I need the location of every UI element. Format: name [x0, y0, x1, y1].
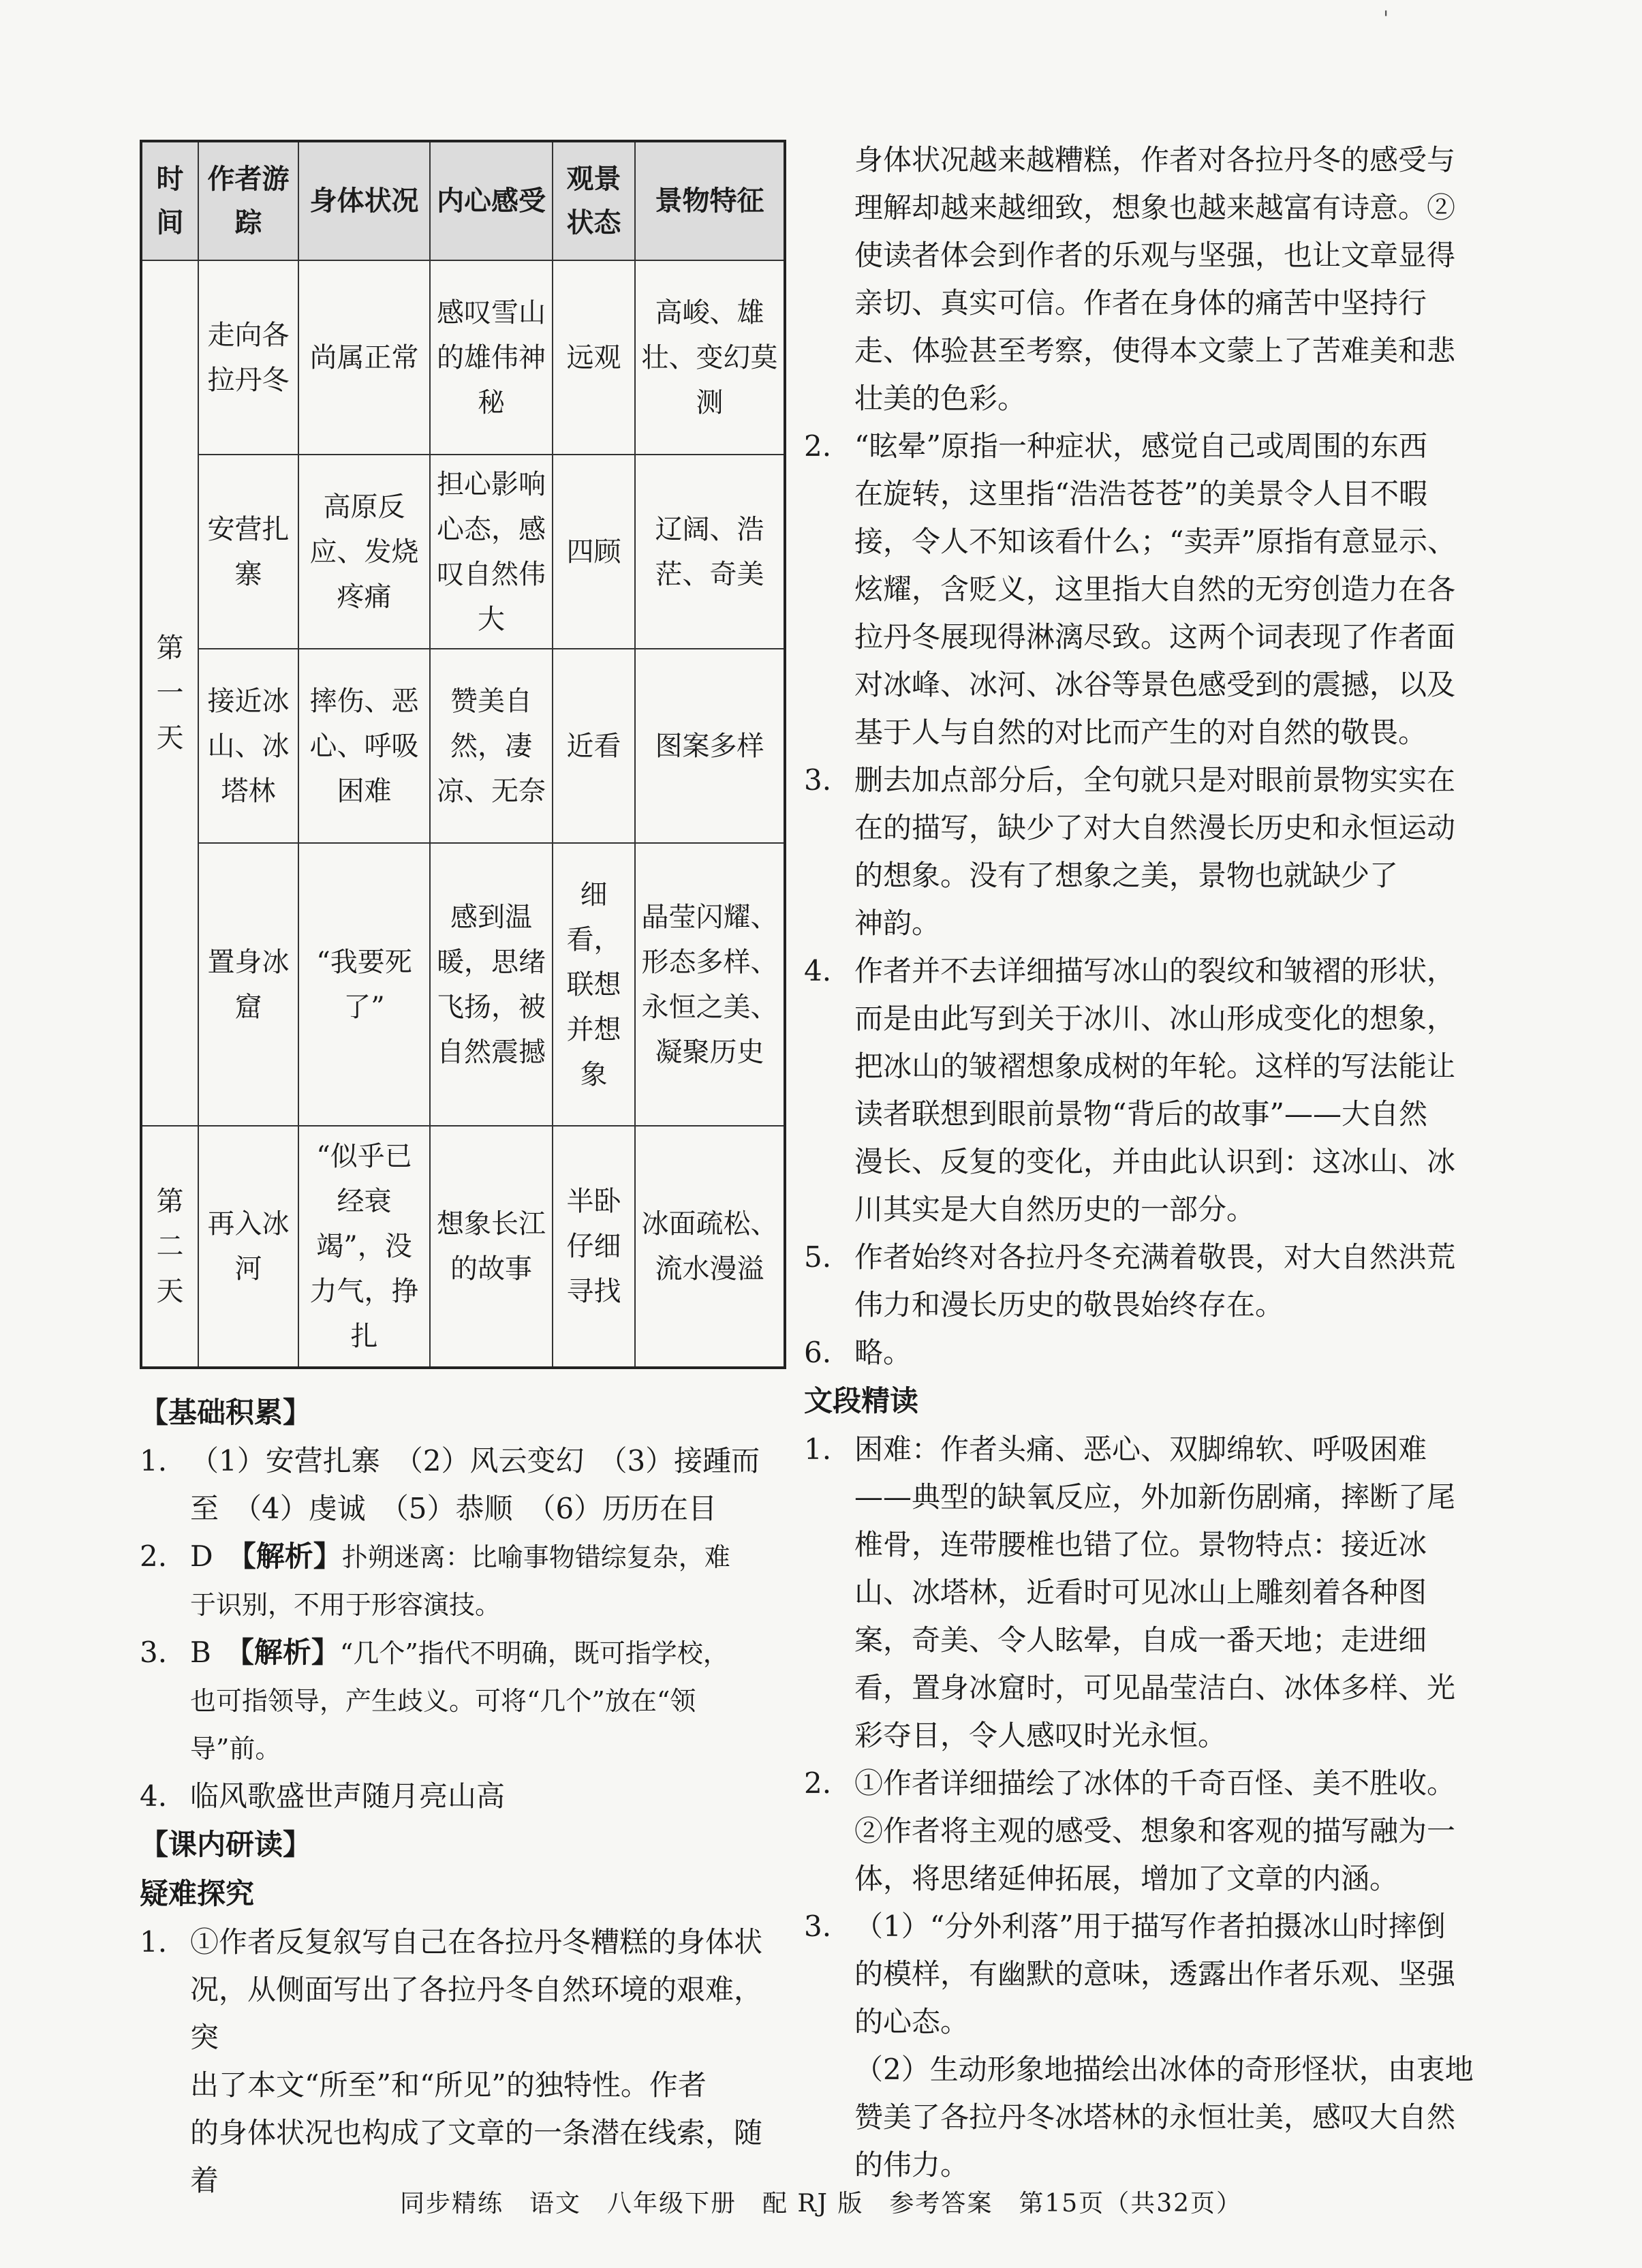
table-cell: 感叹雪山的雄伟神秘: [430, 260, 553, 455]
cont-line: 身体状况越来越糟糕，作者对各拉丹冬的感受与: [854, 143, 1456, 177]
answer-line: 的伟力。: [854, 2148, 970, 2181]
table-cell: 想象长江的故事: [430, 1126, 553, 1368]
cont-line: 壮美的色彩。: [854, 382, 1027, 415]
explore-q2: [804, 423, 1485, 756]
basic-q2: [140, 1533, 784, 1629]
table-cell: 晶莹闪耀、形态多样、永恒之美、凝聚历史: [635, 843, 785, 1126]
close-reading-q2: [804, 1760, 1485, 1903]
explore-q6: [804, 1329, 1485, 1377]
travel-table: [140, 140, 786, 1369]
answer-line: 而是由此写到关于冰川、冰山形成变化的想象，: [854, 1002, 1456, 1035]
table-cell: 安营扎寨: [198, 455, 298, 649]
header-time: 时间: [141, 141, 198, 260]
q3-analysis: “几个”指代不明确，既可指学校，: [339, 1638, 729, 1668]
analysis-label: 【解析】: [241, 1539, 342, 1573]
answer-line: 炫耀，含贬义，这里指大自然的无穷创造力在各: [854, 572, 1456, 606]
q4-answer: 临风歌盛世声随月亮山高: [190, 1779, 506, 1813]
answer-line: 伟力和漫长历史的敬畏始终存在。: [854, 1288, 1284, 1321]
table-cell: “似乎已经衰竭”，没力气，挣扎: [298, 1126, 430, 1368]
table-cell: 高峻、雄壮、变幻莫测: [635, 260, 785, 455]
q-number: 2.: [804, 1766, 832, 1800]
e1-line: 况，从侧面写出了各拉丹冬自然环境的艰难，突: [190, 1973, 763, 2054]
answer-line: 神韵。: [854, 906, 941, 940]
table-cell: 再入冰河: [198, 1126, 298, 1368]
table-cell: 图案多样: [635, 649, 785, 843]
corner-mark: ': [1383, 7, 1389, 31]
explore-q1-continued: [804, 136, 1485, 423]
header-feeling: 内心感受: [430, 141, 553, 260]
explore-q3: [804, 756, 1485, 947]
close-reading-q3: [804, 1903, 1485, 2189]
page-footer: 同步精练 语文 八年级下册 配 RJ 版 参考答案 第15页（共32页）: [399, 2190, 1243, 2218]
table-cell: 冰面疏松、流水漫溢: [635, 1126, 785, 1368]
explore-q4: [804, 947, 1485, 1233]
q-number: 1.: [140, 1444, 168, 1477]
answer-line: 赞美了各拉丹冬冰塔林的永恒壮美，感叹大自然: [854, 2100, 1456, 2134]
answer-line: 的想象。没有了想象之美，景物也就缺少了: [854, 859, 1399, 892]
day-cell: 第二天: [141, 1126, 198, 1368]
answer-line: “眩晕”原指一种症状，感觉自己或周围的东西: [854, 429, 1427, 463]
section-basic-title: 【基础积累】: [140, 1396, 312, 1429]
answer-line: 删去加点部分后，全句就只是对眼前景物实实在: [854, 763, 1456, 797]
table-cell: 感到温暖，思绪飞扬，被自然震撼: [430, 843, 553, 1126]
answer-line: 作者并不去详细描写冰山的裂纹和皱褶的形状，: [854, 954, 1456, 987]
answer-line: 椎骨，连带腰椎也错了位。景物特点：接近冰: [854, 1528, 1427, 1561]
answer-line: 的模样，有幽默的意味，透露出作者乐观、坚强: [854, 1957, 1456, 1991]
answer-line: 作者始终对各拉丹冬充满着敬畏，对大自然洪荒: [854, 1240, 1456, 1274]
q2-analysis-cont: 于识别，不用于形容演技。: [190, 1590, 501, 1620]
answer-line: 在的描写，缺少了对大自然漫长历史和永恒运动: [854, 811, 1456, 844]
answer-line: 案，奇美、令人眩晕，自成一番天地；走进细: [854, 1623, 1427, 1657]
table-cell: 半卧仔细寻找: [553, 1126, 635, 1368]
table-cell: 担心影响心态，感叹自然伟大: [430, 455, 553, 649]
table-cell: 高原反应、发烧疼痛: [298, 455, 430, 649]
explore-q1: [140, 1918, 784, 2205]
q3-answer: B: [190, 1636, 211, 1669]
answer-line: 把冰山的皱褶想象成树的年轮。这样的写法能让: [854, 1049, 1456, 1083]
cont-line: 使读者体会到作者的乐观与坚强，也让文章显得: [854, 239, 1456, 272]
answer-line: 山、冰塔林，近看时可见冰山上雕刻着各种图: [854, 1576, 1427, 1609]
answer-line: 困难：作者头痛、恶心、双脚绵软、呼吸困难: [854, 1432, 1427, 1466]
table-cell: 走向各拉丹冬: [198, 260, 298, 455]
table-cell: 摔伤、恶心、呼吸困难: [298, 649, 430, 843]
answer-line: 看，置身冰窟时，可见晶莹洁白、冰体多样、光: [854, 1671, 1456, 1704]
table-cell: 赞美自然，凄凉、无奈: [430, 649, 553, 843]
table-cell: 接近冰山、冰塔林: [198, 649, 298, 843]
section-reading-title: 【课内研读】: [140, 1828, 312, 1861]
table-cell: 近看: [553, 649, 635, 843]
q3-analysis-cont: 导”前。: [190, 1734, 281, 1764]
answer-line: 拉丹冬展现得淋漓尽致。这两个词表现了作者面: [854, 620, 1456, 654]
cont-line: 亲切、真实可信。作者在身体的痛苦中坚持行: [854, 286, 1427, 320]
q1-line: 至 （4）虔诚 （5）恭顺 （6）历历在目: [190, 1492, 717, 1525]
q3-analysis-cont: 也可指领导，产生歧义。可将“几个”放在“领: [190, 1686, 696, 1716]
close-reading-q1: [804, 1426, 1485, 1760]
q-number: 5.: [804, 1240, 832, 1274]
basic-q4: [140, 1773, 784, 1820]
q2-answer: D: [190, 1539, 213, 1573]
answer-line: 的心态。: [854, 2005, 970, 2038]
q-number: 2.: [804, 429, 832, 463]
answer-line: 彩夺目，令人感叹时光永恒。: [854, 1719, 1227, 1752]
answer-line: 川其实是大自然历史的一部分。: [854, 1193, 1256, 1226]
subsection-explore-title: 疑难探究: [140, 1877, 255, 1910]
answer-line: 略。: [854, 1336, 912, 1369]
q-number: 4.: [804, 954, 832, 987]
answer-line: 读者联想到眼前景物“背后的故事”——大自然: [854, 1097, 1427, 1131]
header-view: 观景状态: [553, 141, 635, 260]
day-cell: 第一天: [141, 260, 198, 1126]
q-number: 2.: [140, 1539, 168, 1573]
table-cell: 置身冰窟: [198, 843, 298, 1126]
q-number: 3.: [804, 763, 832, 797]
table-row: [141, 260, 785, 455]
answer-line: （1）“分外利落”用于描写作者拍摄冰山时摔倒: [854, 1910, 1446, 1943]
table-row: [141, 843, 785, 1126]
section-close-reading-title: 文段精读: [804, 1384, 919, 1418]
table-row: [141, 455, 785, 649]
q-number: 1.: [804, 1432, 832, 1466]
right-column: [804, 136, 1485, 2189]
answer-line: （2）生动形象地描绘出冰体的奇形怪状，由衷地: [854, 2053, 1474, 2086]
basic-q1: [140, 1437, 784, 1533]
header-scenery: 景物特征: [635, 141, 785, 260]
table-cell: 细看，联想并想象: [553, 843, 635, 1126]
q1-line: （1）安营扎寨 （2）风云变幻 （3）接踵而: [190, 1444, 760, 1477]
e1-line: 的身体状况也构成了文章的一条潜在线索，随着: [190, 2116, 763, 2197]
table-cell: 尚属正常: [298, 260, 430, 455]
left-answers: [140, 1388, 784, 2205]
table-cell: 辽阔、浩茫、奇美: [635, 455, 785, 649]
explore-q5: [804, 1233, 1485, 1329]
table-row: [141, 649, 785, 843]
header-body: 身体状况: [298, 141, 430, 260]
table-cell: 远观: [553, 260, 635, 455]
answer-line: 在旋转，这里指“浩浩苍苍”的美景令人目不暇: [854, 477, 1427, 510]
answer-line: 体，将思绪延伸拓展，增加了文章的内涵。: [854, 1862, 1399, 1895]
table-cell: “我要死了”: [298, 843, 430, 1126]
e1-line: 出了本文“所至”和“所见”的独特性。作者: [190, 2068, 707, 2102]
answer-line: ①作者详细描绘了冰体的千奇百怪、美不胜收。: [854, 1766, 1456, 1800]
answer-line: 漫长、反复的变化，并由此认识到：这冰山、冰: [854, 1145, 1456, 1178]
analysis-label: 【解析】: [239, 1636, 340, 1669]
table-cell: 四顾: [553, 455, 635, 649]
answer-line: 基于人与自然的对比而产生的对自然的敬畏。: [854, 716, 1427, 749]
q2-analysis: 扑朔迷离：比喻事物错综复杂，难: [341, 1542, 730, 1572]
answer-line: ——典型的缺氧反应，外加新伤剧痛，摔断了尾: [854, 1480, 1456, 1514]
cont-line: 走、体验甚至考察，使得本文蒙上了苦难美和悲: [854, 334, 1456, 367]
table-header-row: [141, 141, 785, 260]
q-number: 1.: [140, 1925, 168, 1959]
q-number: 4.: [140, 1779, 168, 1813]
left-column: [140, 140, 784, 2205]
header-route: 作者游踪: [198, 141, 298, 260]
table-row: [141, 1126, 785, 1368]
e1-line: ①作者反复叙写自己在各拉丹冬糟糕的身体状: [190, 1925, 763, 1959]
answer-line: 对冰峰、冰河、冰谷等景色感受到的震撼，以及: [854, 668, 1456, 701]
cont-line: 理解却越来越细致，想象也越来越富有诗意。②: [854, 191, 1456, 224]
q-number: 3.: [804, 1910, 832, 1943]
basic-q3: [140, 1629, 784, 1773]
q-number: 6.: [804, 1336, 832, 1369]
answer-line: 接，令人不知该看什么；“卖弄”原指有意显示、: [854, 525, 1456, 558]
answer-line: ②作者将主观的感受、想象和客观的描写融为一: [854, 1814, 1456, 1848]
q-number: 3.: [140, 1636, 168, 1669]
